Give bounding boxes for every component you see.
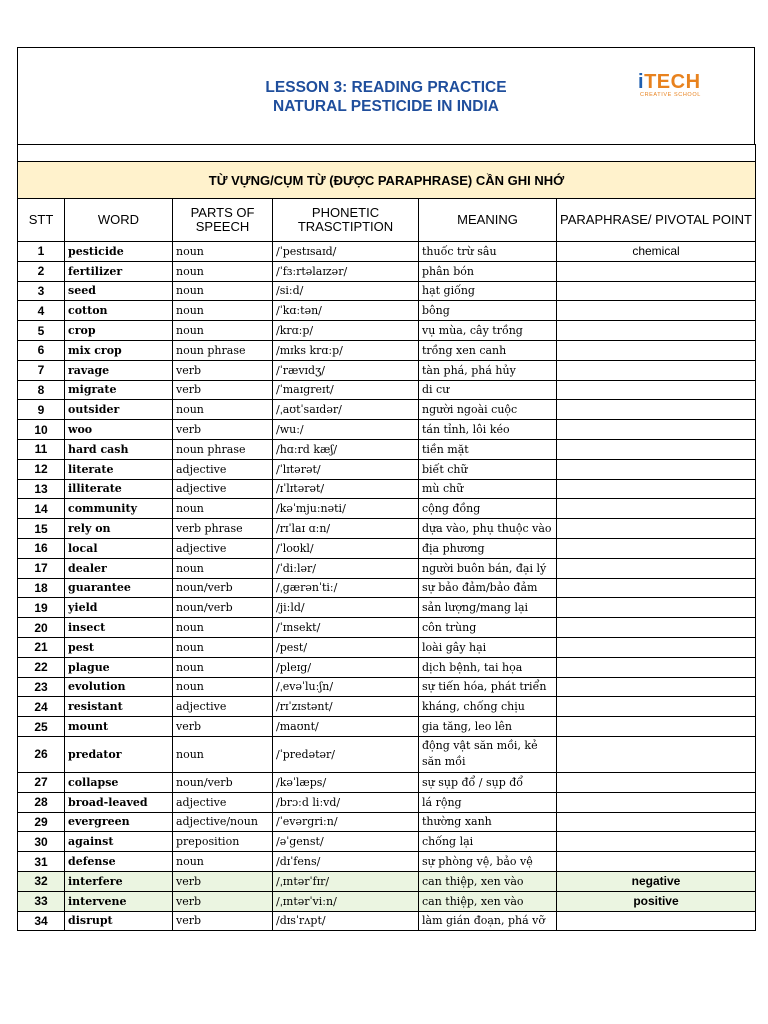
- table-row: [18, 479, 756, 499]
- row-stt: 14: [18, 499, 65, 519]
- row-meaning: người ngoài cuộc: [419, 400, 557, 420]
- row-phonetic: /pleɪg/: [273, 657, 419, 677]
- table-row: [18, 340, 756, 360]
- table-row: [18, 697, 756, 717]
- row-phonetic: /ɪˈlɪtərət/: [273, 479, 419, 499]
- row-meaning: tàn phá, phá hủy: [419, 360, 557, 380]
- row-meaning: gia tăng, leo lên: [419, 717, 557, 737]
- row-phonetic: /hɑːrd kæʃ/: [273, 439, 419, 459]
- row-meaning: dựa vào, phụ thuộc vào: [419, 519, 557, 539]
- row-phonetic: /ˌgærənˈtiː/: [273, 578, 419, 598]
- document-header: [17, 47, 755, 144]
- row-stt: 6: [18, 340, 65, 360]
- row-paraphrase: chemical: [557, 242, 756, 262]
- row-paraphrase: [557, 261, 756, 281]
- row-stt: 30: [18, 832, 65, 852]
- row-part-of-speech: noun: [173, 736, 273, 772]
- row-part-of-speech: verb: [173, 891, 273, 911]
- row-phonetic: /dɪsˈrʌpt/: [273, 911, 419, 931]
- row-paraphrase: [557, 499, 756, 519]
- col-header-stt: STT: [18, 199, 65, 242]
- row-meaning: bông: [419, 301, 557, 321]
- row-phonetic: /ˈfɜːrtəlaɪzər/: [273, 261, 419, 281]
- table-row: [18, 420, 756, 440]
- row-stt: 1: [18, 242, 65, 262]
- row-meaning: can thiệp, xen vào: [419, 871, 557, 891]
- row-part-of-speech: noun: [173, 677, 273, 697]
- row-word: hard cash: [65, 439, 173, 459]
- row-paraphrase: [557, 360, 756, 380]
- table-row: [18, 677, 756, 697]
- row-paraphrase: [557, 321, 756, 341]
- row-meaning: chống lại: [419, 832, 557, 852]
- row-part-of-speech: noun: [173, 261, 273, 281]
- row-part-of-speech: adjective/noun: [173, 812, 273, 832]
- row-stt: 9: [18, 400, 65, 420]
- row-part-of-speech: noun: [173, 242, 273, 262]
- row-phonetic: /siːd/: [273, 281, 419, 301]
- row-paraphrase: [557, 911, 756, 931]
- row-word: intervene: [65, 891, 173, 911]
- row-part-of-speech: verb: [173, 420, 273, 440]
- row-stt: 23: [18, 677, 65, 697]
- table-row: [18, 321, 756, 341]
- row-stt: 12: [18, 459, 65, 479]
- row-paraphrase: [557, 479, 756, 499]
- table-row: [18, 598, 756, 618]
- row-phonetic: /pest/: [273, 637, 419, 657]
- row-stt: 13: [18, 479, 65, 499]
- row-part-of-speech: verb: [173, 871, 273, 891]
- row-phonetic: /ˈpredətər/: [273, 736, 419, 772]
- row-stt: 29: [18, 812, 65, 832]
- row-phonetic: /ˈkɑːtən/: [273, 301, 419, 321]
- row-paraphrase: [557, 519, 756, 539]
- column-header-row: [18, 199, 756, 242]
- row-phonetic: /əˈgenst/: [273, 832, 419, 852]
- row-stt: 15: [18, 519, 65, 539]
- row-word: crop: [65, 321, 173, 341]
- row-phonetic: /rɪˈzɪstənt/: [273, 697, 419, 717]
- table-row: [18, 812, 756, 832]
- row-part-of-speech: noun: [173, 499, 273, 519]
- table-row: [18, 911, 756, 931]
- row-meaning: trồng xen canh: [419, 340, 557, 360]
- row-phonetic: /ˈmaɪgreɪt/: [273, 380, 419, 400]
- row-word: interfere: [65, 871, 173, 891]
- row-word: evergreen: [65, 812, 173, 832]
- row-phonetic: /mɪks krɑːp/: [273, 340, 419, 360]
- table-row: [18, 400, 756, 420]
- row-stt: 26: [18, 736, 65, 772]
- row-phonetic: /wuː/: [273, 420, 419, 440]
- row-part-of-speech: verb: [173, 360, 273, 380]
- row-phonetic: /rɪˈlaɪ ɑːn/: [273, 519, 419, 539]
- row-word: outsider: [65, 400, 173, 420]
- row-stt: 18: [18, 578, 65, 598]
- row-meaning: tiền mặt: [419, 439, 557, 459]
- row-part-of-speech: adjective: [173, 459, 273, 479]
- row-phonetic: /brɔːd liːvd/: [273, 792, 419, 812]
- table-row: [18, 281, 756, 301]
- row-phonetic: /ˈɪnsekt/: [273, 618, 419, 638]
- row-part-of-speech: noun phrase: [173, 340, 273, 360]
- row-part-of-speech: noun/verb: [173, 772, 273, 792]
- row-phonetic: /ˌɪntərˈfɪr/: [273, 871, 419, 891]
- row-paraphrase: [557, 340, 756, 360]
- row-word: dealer: [65, 558, 173, 578]
- row-meaning: làm gián đoạn, phá vỡ: [419, 911, 557, 931]
- banner-text: TỪ VỰNG/CỤM TỪ (ĐƯỢC PARAPHRASE) CẦN GHI NHỚ: [18, 162, 756, 199]
- row-part-of-speech: verb: [173, 717, 273, 737]
- row-part-of-speech: verb: [173, 911, 273, 931]
- row-meaning: dịch bệnh, tai họa: [419, 657, 557, 677]
- table-row: [18, 792, 756, 812]
- row-word: against: [65, 832, 173, 852]
- row-word: rely on: [65, 519, 173, 539]
- table-row: [18, 852, 756, 872]
- row-word: broad-leaved: [65, 792, 173, 812]
- row-part-of-speech: adjective: [173, 479, 273, 499]
- row-stt: 31: [18, 852, 65, 872]
- row-stt: 21: [18, 637, 65, 657]
- col-header-meaning: MEANING: [419, 199, 557, 242]
- row-part-of-speech: noun: [173, 558, 273, 578]
- row-stt: 27: [18, 772, 65, 792]
- table-row: [18, 242, 756, 262]
- col-header-pos: PARTS OF SPEECH: [173, 199, 273, 242]
- row-meaning: sự bảo đảm/bảo đảm: [419, 578, 557, 598]
- row-phonetic: /krɑːp/: [273, 321, 419, 341]
- table-row: [18, 637, 756, 657]
- row-phonetic: /ˈrævɪdʒ/: [273, 360, 419, 380]
- row-paraphrase: [557, 772, 756, 792]
- row-paraphrase: [557, 677, 756, 697]
- row-paraphrase: [557, 301, 756, 321]
- row-stt: 20: [18, 618, 65, 638]
- row-paraphrase: [557, 657, 756, 677]
- row-meaning: sản lượng/mang lại: [419, 598, 557, 618]
- row-paraphrase: [557, 736, 756, 772]
- row-phonetic: /kəˈlæps/: [273, 772, 419, 792]
- row-word: disrupt: [65, 911, 173, 931]
- row-stt: 16: [18, 538, 65, 558]
- row-word: mount: [65, 717, 173, 737]
- row-meaning: côn trùng: [419, 618, 557, 638]
- row-meaning: thuốc trừ sâu: [419, 242, 557, 262]
- row-phonetic: /ˈpestɪsaɪd/: [273, 242, 419, 262]
- row-part-of-speech: noun: [173, 281, 273, 301]
- row-meaning: sự tiến hóa, phát triển: [419, 677, 557, 697]
- table-row: [18, 380, 756, 400]
- row-word: local: [65, 538, 173, 558]
- row-paraphrase: [557, 420, 756, 440]
- table-row: [18, 360, 756, 380]
- row-part-of-speech: adjective: [173, 792, 273, 812]
- itech-logo: [638, 72, 718, 100]
- row-phonetic: /kəˈmjuːnəti/: [273, 499, 419, 519]
- row-phonetic: /ˈlɪtərət/: [273, 459, 419, 479]
- vocabulary-table: [17, 144, 756, 931]
- row-meaning: phân bón: [419, 261, 557, 281]
- row-phonetic: /ˈloʊkl/: [273, 538, 419, 558]
- row-word: literate: [65, 459, 173, 479]
- row-word: resistant: [65, 697, 173, 717]
- table-row: [18, 558, 756, 578]
- row-stt: 33: [18, 891, 65, 911]
- col-header-phonetic: PHONETIC TRASCTIPTION: [273, 199, 419, 242]
- row-meaning: sự phòng vệ, bảo vệ: [419, 852, 557, 872]
- row-paraphrase: [557, 618, 756, 638]
- row-stt: 10: [18, 420, 65, 440]
- row-paraphrase: [557, 792, 756, 812]
- spacer-row: [18, 145, 756, 162]
- row-phonetic: /ˌɪntərˈviːn/: [273, 891, 419, 911]
- logo-wordmark: [638, 72, 718, 92]
- row-stt: 34: [18, 911, 65, 931]
- table-row: [18, 832, 756, 852]
- row-part-of-speech: noun: [173, 657, 273, 677]
- row-meaning: hạt giống: [419, 281, 557, 301]
- row-stt: 7: [18, 360, 65, 380]
- row-phonetic: /ˌevəˈluːʃn/: [273, 677, 419, 697]
- table-row: [18, 618, 756, 638]
- row-word: pest: [65, 637, 173, 657]
- table-row: [18, 499, 756, 519]
- row-word: evolution: [65, 677, 173, 697]
- row-part-of-speech: noun: [173, 400, 273, 420]
- row-paraphrase: [557, 380, 756, 400]
- row-stt: 25: [18, 717, 65, 737]
- row-paraphrase: [557, 578, 756, 598]
- row-part-of-speech: noun: [173, 852, 273, 872]
- row-stt: 11: [18, 439, 65, 459]
- row-part-of-speech: noun: [173, 618, 273, 638]
- row-paraphrase: [557, 558, 756, 578]
- row-word: predator: [65, 736, 173, 772]
- table-row: [18, 772, 756, 792]
- row-stt: 8: [18, 380, 65, 400]
- row-word: pesticide: [65, 242, 173, 262]
- row-stt: 28: [18, 792, 65, 812]
- row-stt: 24: [18, 697, 65, 717]
- row-phonetic: /ˈevərgriːn/: [273, 812, 419, 832]
- row-word: cotton: [65, 301, 173, 321]
- row-paraphrase: [557, 697, 756, 717]
- row-stt: 22: [18, 657, 65, 677]
- row-meaning: biết chữ: [419, 459, 557, 479]
- row-part-of-speech: noun: [173, 637, 273, 657]
- table-row: [18, 459, 756, 479]
- row-stt: 32: [18, 871, 65, 891]
- row-meaning: lá rộng: [419, 792, 557, 812]
- table-row: [18, 736, 756, 772]
- table-row: [18, 301, 756, 321]
- table-row: [18, 261, 756, 281]
- row-paraphrase: [557, 717, 756, 737]
- table-row: [18, 578, 756, 598]
- row-paraphrase: [557, 538, 756, 558]
- row-word: guarantee: [65, 578, 173, 598]
- row-paraphrase: [557, 459, 756, 479]
- row-paraphrase: [557, 439, 756, 459]
- row-meaning: tán tỉnh, lôi kéo: [419, 420, 557, 440]
- row-word: community: [65, 499, 173, 519]
- row-paraphrase: negative: [557, 871, 756, 891]
- logo-subtitle: CREATIVE SCHOOL: [640, 92, 701, 98]
- row-part-of-speech: noun: [173, 321, 273, 341]
- row-paraphrase: [557, 281, 756, 301]
- row-part-of-speech: noun phrase: [173, 439, 273, 459]
- row-meaning: địa phương: [419, 538, 557, 558]
- row-part-of-speech: preposition: [173, 832, 273, 852]
- row-meaning: can thiệp, xen vào: [419, 891, 557, 911]
- row-phonetic: /ˌaʊtˈsaɪdər/: [273, 400, 419, 420]
- row-part-of-speech: adjective: [173, 538, 273, 558]
- row-meaning: di cư: [419, 380, 557, 400]
- row-stt: 17: [18, 558, 65, 578]
- title-line-2: NATURAL PESTICIDE IN INDIA: [273, 98, 499, 115]
- row-paraphrase: [557, 400, 756, 420]
- row-word: yield: [65, 598, 173, 618]
- row-paraphrase: [557, 832, 756, 852]
- row-phonetic: /ˈdiːlər/: [273, 558, 419, 578]
- row-meaning: thường xanh: [419, 812, 557, 832]
- row-part-of-speech: noun/verb: [173, 578, 273, 598]
- section-banner: [18, 162, 756, 199]
- row-paraphrase: [557, 852, 756, 872]
- row-word: insect: [65, 618, 173, 638]
- row-meaning: vụ mùa, cây trồng: [419, 321, 557, 341]
- table-row: [18, 891, 756, 911]
- col-header-word: WORD: [65, 199, 173, 242]
- row-part-of-speech: adjective: [173, 697, 273, 717]
- row-paraphrase: positive: [557, 891, 756, 911]
- row-part-of-speech: noun: [173, 301, 273, 321]
- table-row: [18, 657, 756, 677]
- table-row: [18, 717, 756, 737]
- row-part-of-speech: verb phrase: [173, 519, 273, 539]
- row-word: plague: [65, 657, 173, 677]
- row-meaning: kháng, chống chịu: [419, 697, 557, 717]
- row-word: seed: [65, 281, 173, 301]
- row-meaning: mù chữ: [419, 479, 557, 499]
- row-meaning: sự sụp đổ / sụp đổ: [419, 772, 557, 792]
- row-phonetic: /maʊnt/: [273, 717, 419, 737]
- row-meaning: động vật săn mồi, kẻ săn mồi: [419, 736, 557, 772]
- row-stt: 4: [18, 301, 65, 321]
- row-stt: 2: [18, 261, 65, 281]
- vocabulary-document: [17, 47, 755, 931]
- row-part-of-speech: verb: [173, 380, 273, 400]
- row-word: migrate: [65, 380, 173, 400]
- table-row: [18, 871, 756, 891]
- row-stt: 19: [18, 598, 65, 618]
- table-row: [18, 439, 756, 459]
- row-word: illiterate: [65, 479, 173, 499]
- row-meaning: người buôn bán, đại lý: [419, 558, 557, 578]
- row-paraphrase: [557, 637, 756, 657]
- row-phonetic: /jiːld/: [273, 598, 419, 618]
- col-header-paraphrase: PARAPHRASE/ PIVOTAL POINT: [557, 199, 756, 242]
- row-phonetic: /dɪˈfens/: [273, 852, 419, 872]
- row-word: collapse: [65, 772, 173, 792]
- row-word: defense: [65, 852, 173, 872]
- row-word: ravage: [65, 360, 173, 380]
- row-part-of-speech: noun/verb: [173, 598, 273, 618]
- table-row: [18, 519, 756, 539]
- row-word: fertilizer: [65, 261, 173, 281]
- row-stt: 5: [18, 321, 65, 341]
- logo-letter-i: i: [638, 71, 645, 93]
- row-meaning: cộng đồng: [419, 499, 557, 519]
- row-word: mix crop: [65, 340, 173, 360]
- table-row: [18, 538, 756, 558]
- logo-letters-tech: TECH: [644, 71, 701, 93]
- row-paraphrase: [557, 812, 756, 832]
- row-paraphrase: [557, 598, 756, 618]
- row-word: woo: [65, 420, 173, 440]
- row-stt: 3: [18, 281, 65, 301]
- row-meaning: loài gây hại: [419, 637, 557, 657]
- title-line-1: LESSON 3: READING PRACTICE: [265, 79, 507, 96]
